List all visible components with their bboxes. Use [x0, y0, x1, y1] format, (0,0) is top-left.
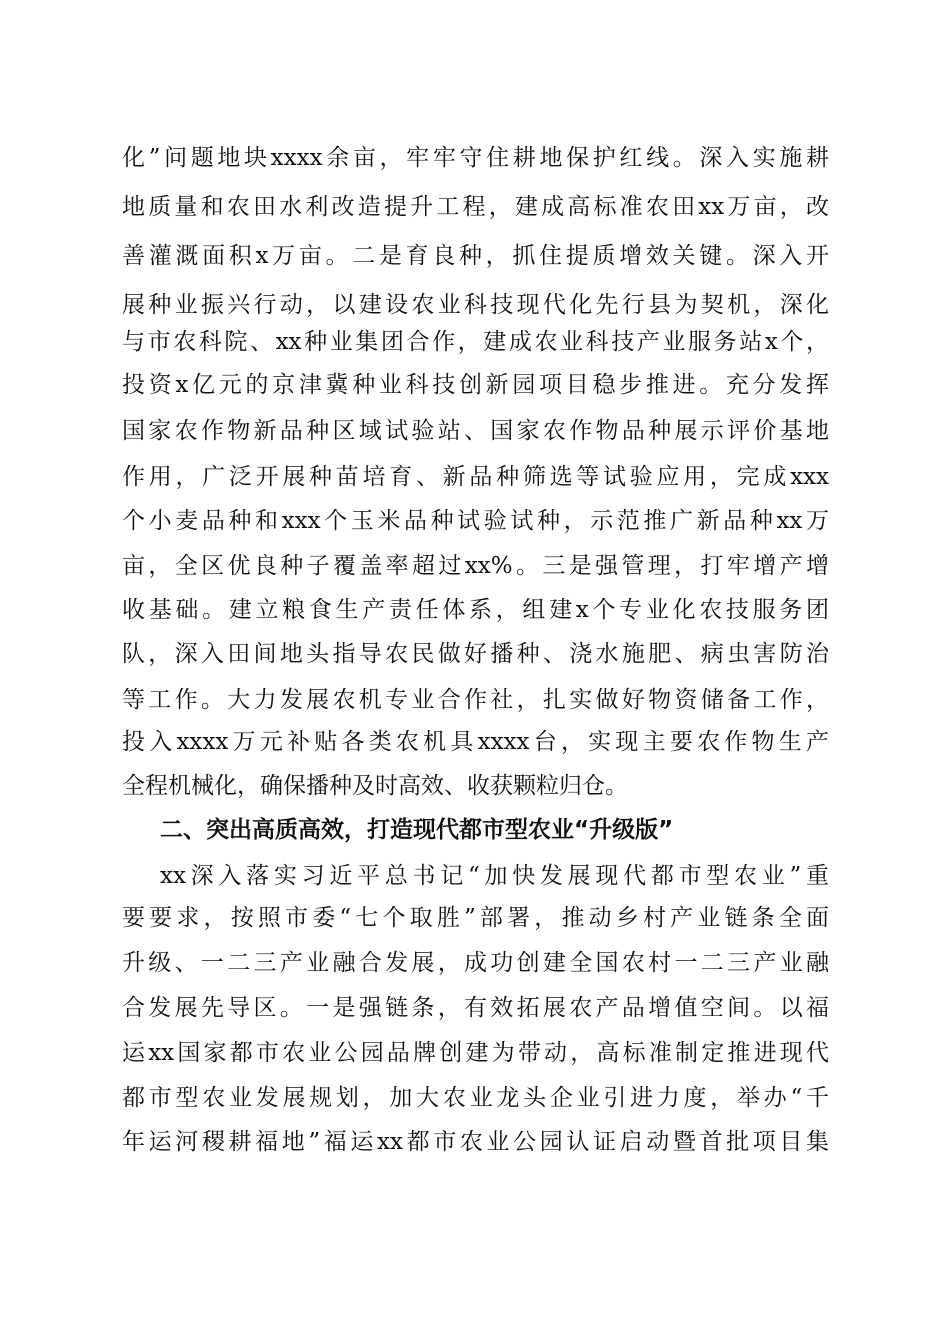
paragraph-line: 等工作。大力发展农机专业合作社，扎实做好物资储备工作， — [122, 687, 829, 713]
paragraph-line: 善灌溉面积x万亩。二是育良种，抓住提质增效关键。深入开 — [122, 243, 829, 269]
paragraph-line: xx深入落实习近平总书记“加快发展现代都市型农业”重 — [160, 863, 829, 889]
paragraph-line: 化”问题地块xxxx余亩，牢牢守住耕地保护红线。深入实施耕 — [122, 145, 829, 171]
paragraph-line: 个小麦品种和xxx个玉米品种试验试种，示范推广新品种xx万 — [122, 508, 829, 534]
paragraph-line: 年运河稷耕福地”福运xx都市农业公园认证启动暨首批项目集 — [122, 1129, 829, 1155]
paragraph-line: 投资x亿元的京津冀种业科技创新园项目稳步推进。充分发挥 — [122, 372, 829, 398]
paragraph-line: 投入xxxx万元补贴各类农机具xxxx台，实现主要农作物生产 — [122, 729, 829, 755]
paragraph-line: 亩，全区优良种子覆盖率超过xx%。三是强管理，打牢增产增 — [122, 553, 829, 579]
paragraph-line: 队，深入田间地头指导农民做好播种、浇水施肥、病虫害防治 — [122, 641, 829, 667]
paragraph-line: 全程机械化，确保播种及时高效、收获颗粒归仓。 — [122, 773, 628, 799]
paragraph-line: 合发展先导区。一是强链条，有效拓展农产品增值空间。以福 — [122, 995, 829, 1021]
paragraph-line: 要要求，按照市委“七个取胜”部署，推动乡村产业链条全面 — [122, 905, 829, 931]
paragraph-line: 国家农作物新品种区域试验站、国家农作物品种展示评价基地 — [122, 418, 829, 444]
section-heading: 二、突出高质高效，打造现代都市型农业“升级版” — [160, 817, 674, 843]
paragraph-line: 作用，广泛开展种苗培育、新品种筛选等试验应用，完成xxx — [122, 464, 829, 490]
paragraph-line: 运xx国家都市农业公园品牌创建为带动，高标准制定推进现代 — [122, 1040, 829, 1066]
paragraph-line: 地质量和农田水利改造提升工程，建成高标准农田xx万亩，改 — [122, 194, 829, 220]
paragraph-line: 都市型农业发展规划，加大农业龙头企业引进力度，举办“千 — [122, 1085, 829, 1111]
paragraph-line: 升级、一二三产业融合发展，成功创建全国农村一二三产业融 — [122, 950, 829, 976]
paragraph-line: 与市农科院、xx种业集团合作，建成农业科技产业服务站x个， — [122, 329, 829, 355]
paragraph-line: 展种业振兴行动，以建设农业科技现代化先行县为契机，深化 — [122, 292, 829, 318]
paragraph-line: 收基础。建立粮食生产责任体系，组建x个专业化农技服务团 — [122, 597, 829, 623]
